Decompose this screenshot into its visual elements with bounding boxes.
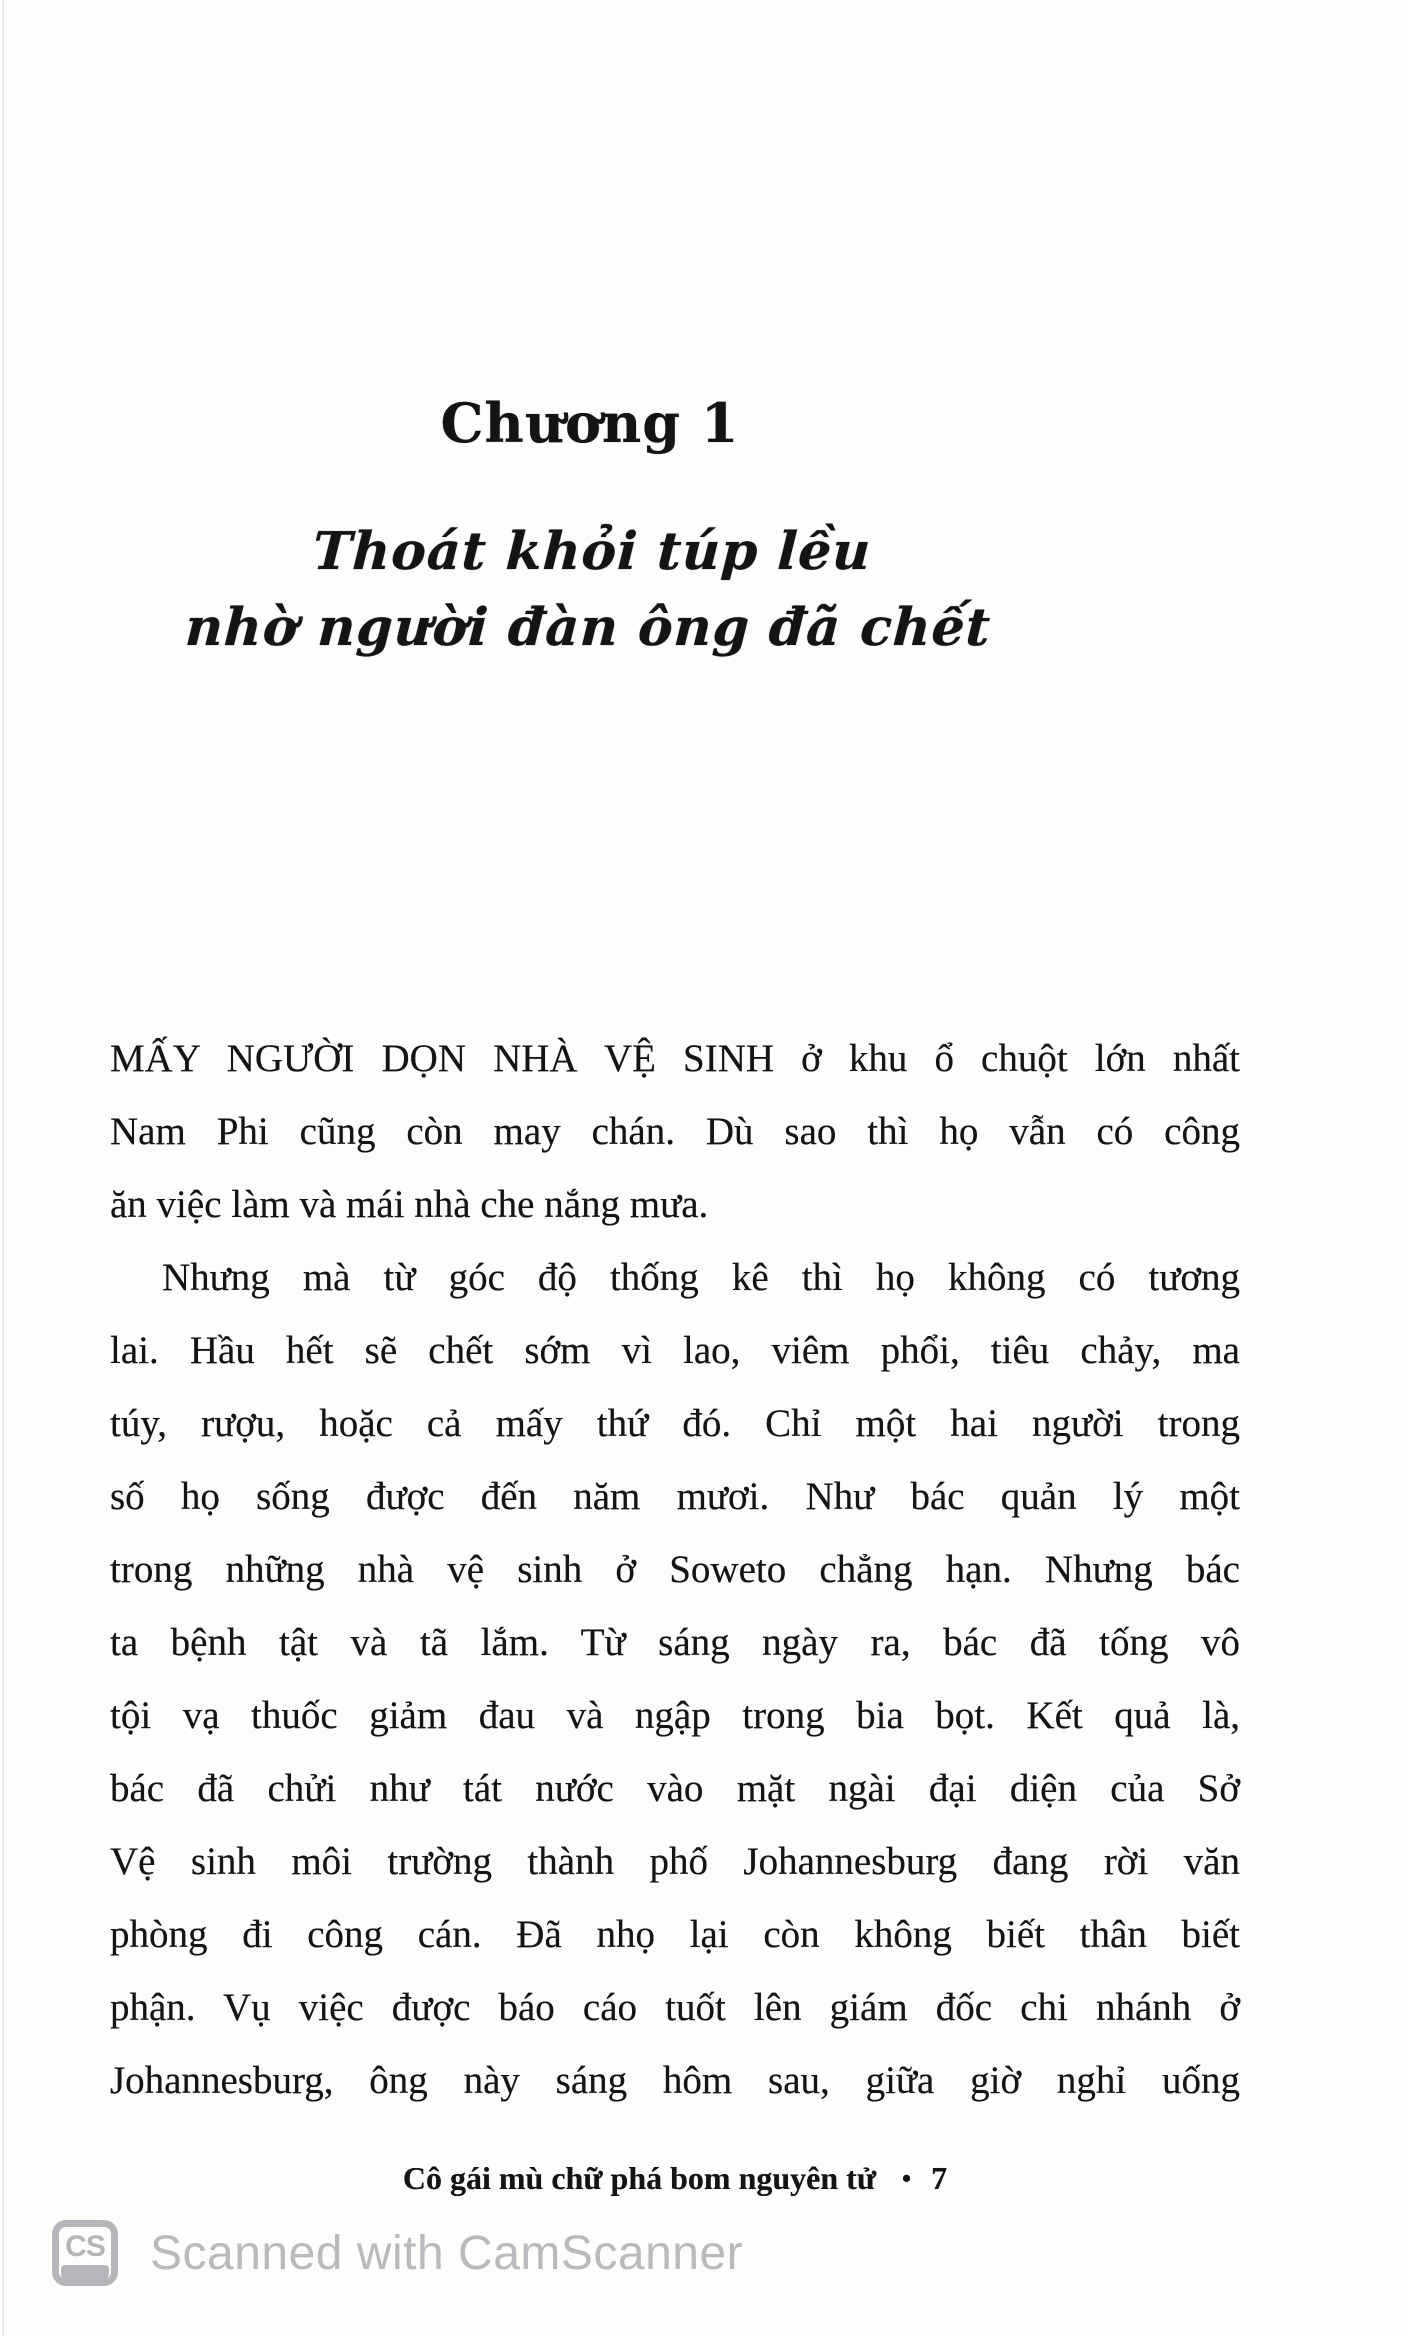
chapter-subtitle-line2: nhờ người đàn ông đã chết (183, 597, 993, 658)
body-line: bác đã chửi như tát nước vào mặt ngài đại diện của Sở (110, 1767, 1240, 1810)
body-line: lai. Hầu hết sẽ chết sớm vì lao, viêm phổi, tiêu chảy, ma (110, 1329, 1240, 1372)
camscanner-watermark (52, 2218, 743, 2288)
body-line: ta bệnh tật và tã lắm. Từ sáng ngày ra, bác đã tống vô (110, 1621, 1240, 1664)
body-line: ăn việc làm và mái nhà che nắng mưa. (110, 1183, 709, 1226)
running-title: Cô gái mù chữ phá bom nguyên tử (402, 2160, 877, 2196)
body-line: tội vạ thuốc giảm đau và ngập trong bia bọt. Kết quả là, (110, 1694, 1240, 1737)
camscanner-logo-bar (61, 2265, 109, 2282)
camscanner-label: Scanned with CamScanner (150, 2226, 744, 2280)
chapter-subtitle-line1: Thoát khỏi túp lều (311, 521, 873, 582)
body-line: Johannesburg, ông này sáng hôm sau, giữa giờ nghỉ uống (110, 2059, 1240, 2102)
body-text (110, 1022, 1240, 2117)
camscanner-logo-icon (52, 2220, 118, 2286)
body-line: trong những nhà vệ sinh ở Soweto chẳng hạn. Nhưng bác (110, 1548, 1240, 1591)
footer-bullet: • (902, 2164, 912, 2193)
scan-edge-artifact (2, 0, 4, 2336)
body-line: Vệ sinh môi trường thành phố Johannesburg đang rời văn (110, 1840, 1240, 1883)
body-line: Nam Phi cũng còn may chán. Dù sao thì họ vẫn có công (110, 1110, 1240, 1153)
camscanner-logo-text: CS (65, 2230, 105, 2263)
body-line: phận. Vụ việc được báo cáo tuốt lên giám đốc chi nhánh ở (110, 1986, 1240, 2029)
body-line: Nhưng mà từ góc độ thống kê thì họ không có tương (162, 1256, 1240, 1299)
body-line: số họ sống được đến năm mươi. Như bác quản lý một (110, 1475, 1240, 1518)
chapter-heading: Chương 1 (440, 391, 740, 455)
chapter-subtitle (36, 514, 1144, 666)
body-line: túy, rượu, hoặc cả mấy thứ đó. Chỉ một hai người trong (110, 1402, 1240, 1445)
page-footer (110, 2152, 1240, 2205)
page-number: 7 (931, 2160, 948, 2196)
body-line: MẤY NGƯỜI DỌN NHÀ VỆ SINH ở khu ổ chuột lớn nhất (110, 1037, 1240, 1080)
body-line: phòng đi công cán. Đã nhọ lại còn không biết thân biết (110, 1913, 1240, 1956)
